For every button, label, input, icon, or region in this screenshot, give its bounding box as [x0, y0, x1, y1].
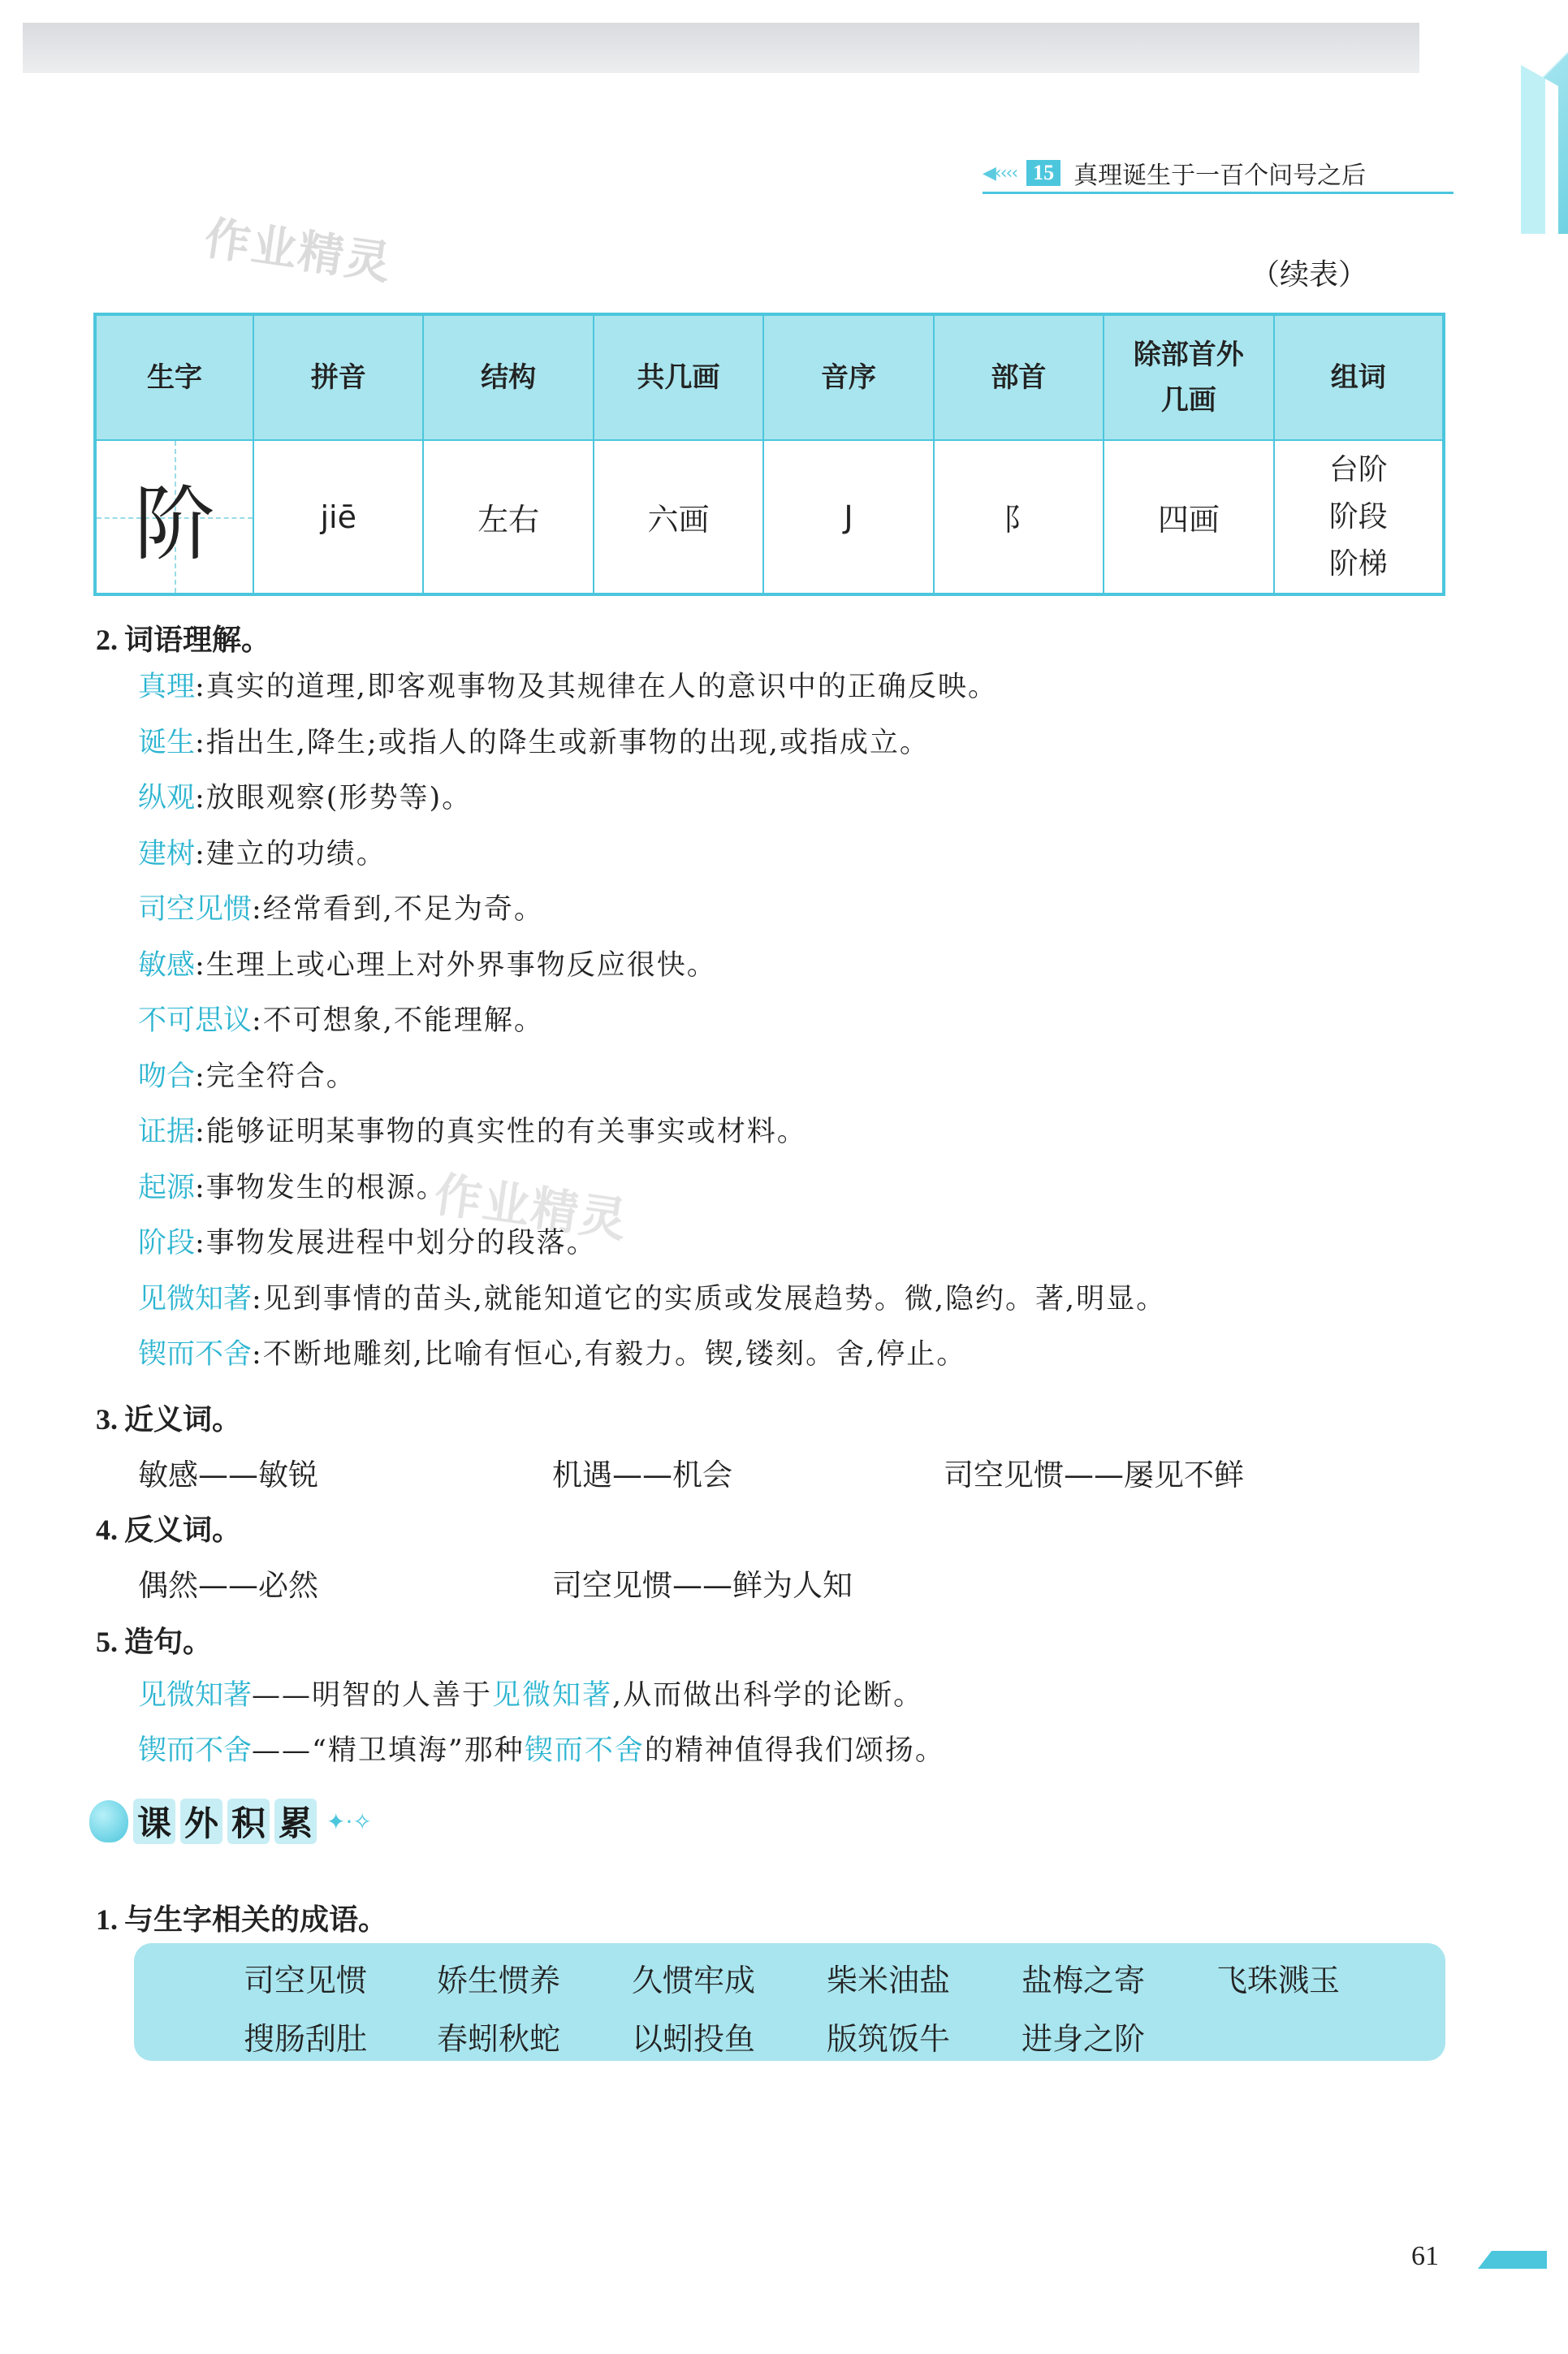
words-cell [1274, 440, 1444, 594]
section-number: 3. [96, 1403, 118, 1436]
definition: :真实的道理,即客观事物及其规律在人的意识中的正确反映。 [195, 671, 998, 703]
list-item [138, 998, 1166, 1054]
sentence-text: ,从而做出科学的论断。 [612, 1679, 924, 1712]
section-3-heading [96, 1397, 241, 1438]
list-item [138, 831, 1166, 888]
idiom-item: 柴米油盐 [827, 1963, 951, 1998]
idiom-item: 春蚓秋蛇 [437, 2021, 561, 2057]
term: 不可思议 [138, 1004, 253, 1037]
col-header-words: 组词 [1274, 314, 1444, 440]
col-header-strokes-excl [1104, 314, 1273, 440]
definition: :放眼观察(形势等)。 [195, 782, 473, 814]
section-5-heading [96, 1619, 212, 1661]
synonym-pair: 司空见惯——屡见不鲜 [944, 1458, 1244, 1492]
list-item [138, 664, 1166, 720]
arrow-icon: ◀‹‹‹‹ [983, 162, 1017, 184]
corner-decoration [1446, 23, 1568, 234]
lesson-title: 真理诞生于一百个问号之后 [1073, 162, 1367, 190]
heading-char: 外 [180, 1799, 222, 1844]
word-item: 阶梯 [1328, 546, 1388, 581]
list-item [138, 720, 1166, 776]
list-item [138, 1109, 1166, 1165]
heading-char: 课 [133, 1799, 175, 1844]
col-header-pinyin: 拼音 [253, 314, 423, 440]
definition: :事物发展进程中划分的段落。 [195, 1227, 597, 1259]
antonym-pair: 偶然——必然 [138, 1568, 318, 1603]
idiom-item: 以蚓投鱼 [632, 2021, 756, 2057]
col-header-structure: 结构 [423, 314, 593, 440]
initial-cell: J [763, 440, 933, 594]
list-item [138, 943, 1166, 999]
radical-cell: 阝 [934, 440, 1104, 594]
extra-accumulation-heading [89, 1799, 372, 1844]
list-item [138, 887, 1166, 943]
example-sentence [138, 1673, 923, 1713]
highlighted-term: 锲而不舍 [524, 1734, 645, 1767]
term: 阶段 [138, 1227, 196, 1259]
idiom-item: 搜肠刮肚 [244, 2021, 368, 2057]
term: 见微知著 [138, 1282, 253, 1315]
character-table [93, 313, 1445, 596]
term: 建树 [138, 837, 196, 870]
definition: :建立的功绩。 [195, 837, 387, 870]
extra-sub-heading [96, 1897, 387, 1938]
watermark: 作业精灵 [201, 212, 395, 291]
term: 见微知著 [138, 1679, 253, 1712]
section-title: 近义词。 [124, 1403, 242, 1436]
section-number: 5. [96, 1626, 118, 1658]
strokes-excl-cell: 四画 [1104, 440, 1273, 594]
example-sentence [138, 1728, 945, 1769]
sentence-text: ——“精卫填海”那种 [252, 1734, 525, 1767]
term: 司空见惯 [138, 893, 253, 926]
section-number: 2. [96, 624, 118, 656]
list-item [138, 1332, 1166, 1388]
sparkle-icon: ✦·✧ [326, 1808, 372, 1835]
term: 敏感 [138, 948, 196, 982]
heading-characters [133, 1799, 322, 1844]
page-tab-decoration [1478, 2251, 1547, 2269]
list-item [138, 775, 1166, 831]
term: 纵观 [138, 782, 196, 814]
highlighted-term: 见微知著 [492, 1679, 613, 1712]
sentence-text: ——明智的人善于 [252, 1679, 493, 1712]
definition: :见到事情的苗头,就能知道它的实质或发展趋势。微,隐约。著,明显。 [252, 1282, 1167, 1315]
list-item [138, 1165, 1166, 1221]
term: 起源 [138, 1171, 196, 1204]
term: 证据 [138, 1116, 196, 1148]
definition: :完全符合。 [195, 1060, 356, 1093]
new-character: 阶 [134, 476, 215, 572]
idiom-item: 进身之阶 [1022, 2021, 1146, 2057]
term: 锲而不舍 [138, 1338, 253, 1371]
lesson-header [983, 153, 1366, 193]
idiom-item: 司空见惯 [244, 1963, 368, 1998]
antonym-pair: 司空见惯——鲜为人知 [552, 1568, 853, 1603]
header-underline [983, 192, 1454, 194]
section-2-heading [96, 617, 270, 659]
term: 锲而不舍 [138, 1734, 253, 1767]
idiom-item: 飞珠溅玉 [1216, 1963, 1341, 1998]
synonym-pair: 敏感——敏锐 [138, 1458, 318, 1492]
sentence-text: 的精神值得我们颂扬。 [644, 1734, 945, 1767]
definition: :事物发生的根源。 [195, 1171, 447, 1204]
structure-cell: 左右 [423, 440, 593, 594]
idiom-item: 版筑饭牛 [827, 2021, 951, 2057]
section-title: 造句。 [124, 1626, 213, 1659]
table-row [95, 440, 1444, 594]
char-cell [95, 440, 253, 594]
idiom-item: 娇生惯养 [437, 1963, 561, 1998]
page-number: 61 [1411, 2241, 1439, 2271]
section-number: 1. [96, 1903, 118, 1936]
section-title: 与生字相关的成语。 [124, 1903, 388, 1937]
word-item: 台阶 [1328, 452, 1388, 486]
col-header-strokes-excl-text: 除部首外几画 [1133, 339, 1244, 417]
word-item: 阶段 [1328, 499, 1388, 533]
col-header-strokes: 共几画 [594, 314, 763, 440]
list-item [138, 1054, 1166, 1110]
term: 真理 [138, 671, 196, 703]
idiom-item: 久惯牢成 [632, 1963, 756, 1998]
heading-char: 积 [227, 1799, 270, 1844]
heading-char: 累 [274, 1799, 317, 1844]
definition: :能够证明某事物的真实性的有关事实或材料。 [195, 1116, 807, 1148]
term: 诞生 [138, 726, 196, 759]
lesson-number-badge: 15 [1026, 160, 1060, 186]
term: 吻合 [138, 1060, 196, 1093]
synonym-pair: 机遇——机会 [552, 1458, 732, 1492]
section-title: 反义词。 [124, 1514, 242, 1547]
list-item [138, 1220, 1166, 1276]
table-header-row [95, 314, 1444, 440]
definition: :不可想象,不能理解。 [252, 1004, 544, 1037]
apple-icon [89, 1800, 128, 1842]
col-header-initial: 音序 [763, 314, 933, 440]
definition: :生理上或心理上对外界事物反应很快。 [195, 948, 717, 982]
strokes-cell: 六画 [594, 440, 763, 594]
col-header-char: 生字 [95, 314, 253, 440]
list-item [138, 1276, 1166, 1332]
idiom-item: 盐梅之寄 [1022, 1963, 1146, 1998]
definition: :指出生,降生;或指人的降生或新事物的出现,或指成立。 [195, 726, 930, 759]
definition: :经常看到,不足为奇。 [252, 893, 544, 926]
col-header-radical: 部首 [934, 314, 1104, 440]
top-scan-bar [23, 23, 1419, 73]
section-4-heading [96, 1507, 241, 1548]
pinyin-cell: jiē [253, 440, 423, 594]
definition-list [138, 664, 1166, 1388]
watermark: 作业精灵 [430, 1166, 632, 1249]
section-number: 4. [96, 1514, 118, 1546]
section-title: 词语理解。 [124, 624, 271, 657]
definition: :不断地雕刻,比喻有恒心,有毅力。锲,镂刻。舍,停止。 [252, 1338, 967, 1371]
continued-label: （续表） [1251, 258, 1368, 292]
